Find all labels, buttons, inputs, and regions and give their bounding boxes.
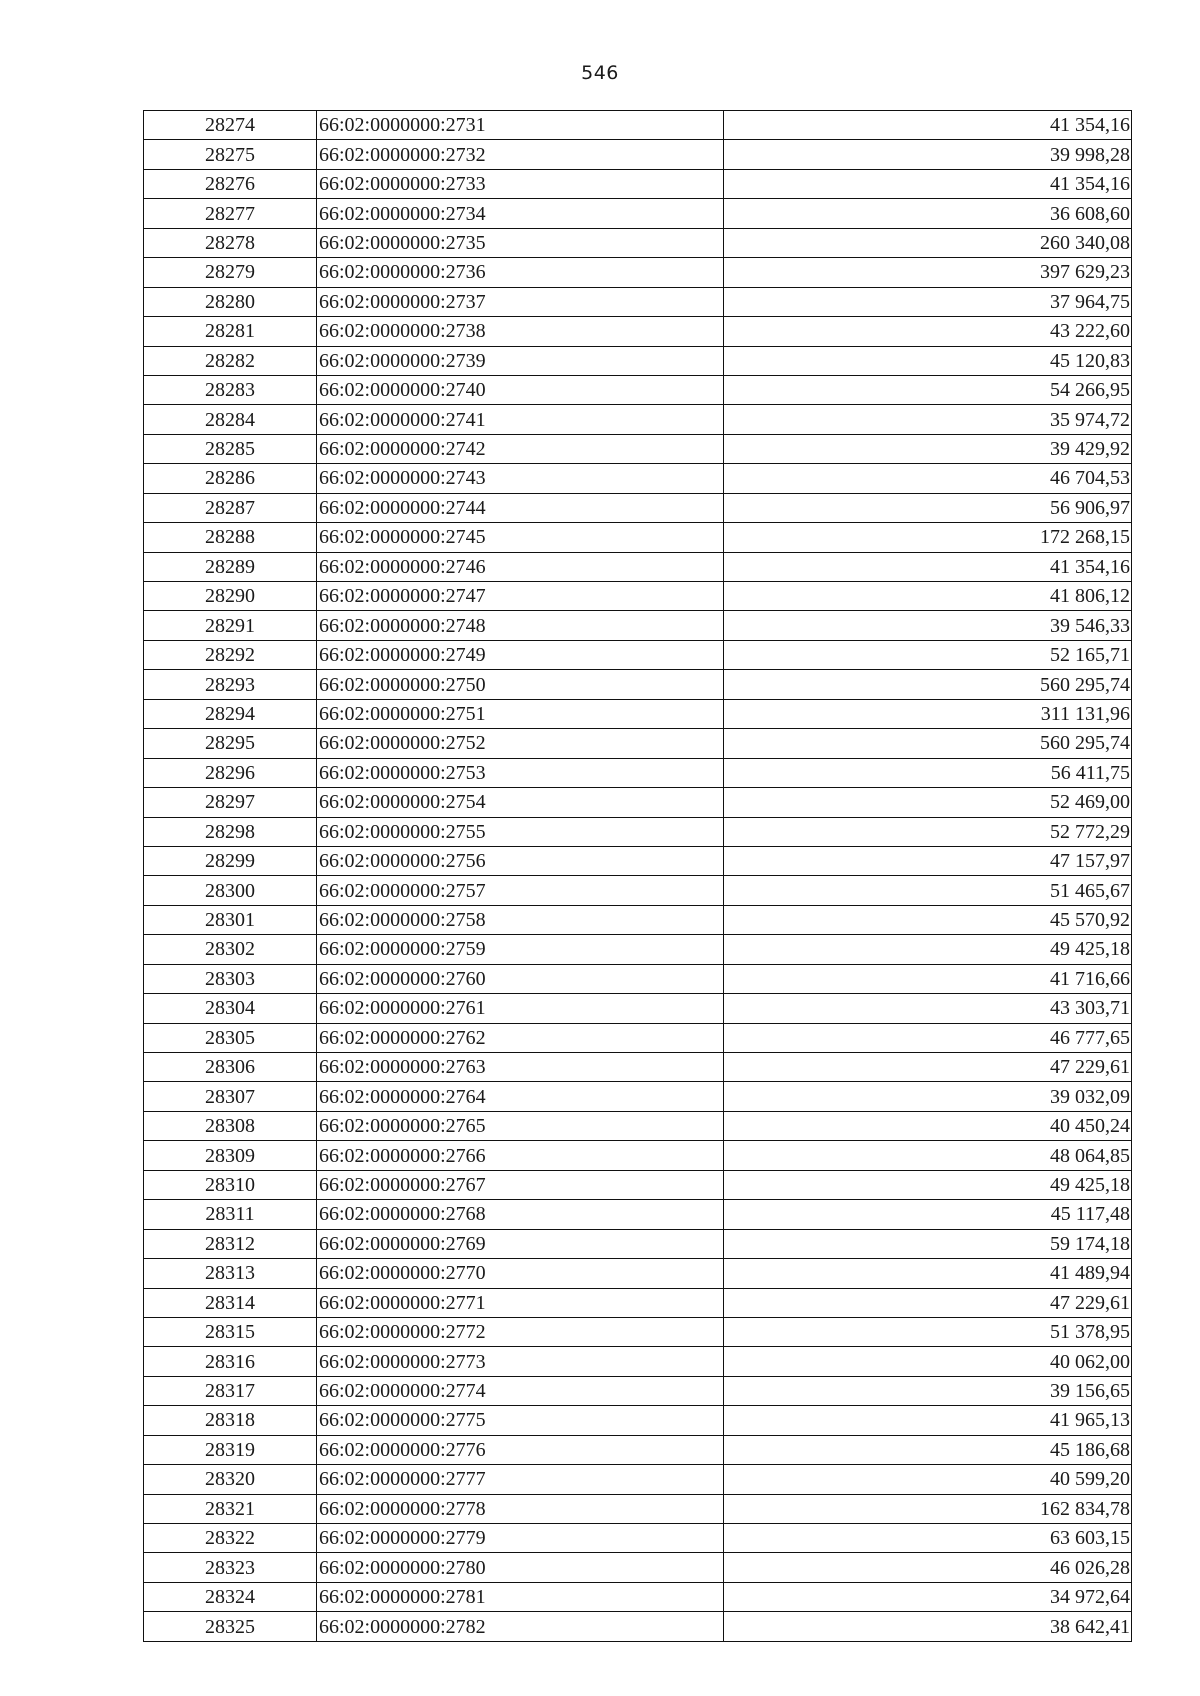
cadastral-value-cell: 41 354,16 [724, 169, 1132, 198]
row-number-cell: 28282 [144, 346, 317, 375]
table-row [144, 1406, 1132, 1435]
table-row [144, 994, 1132, 1023]
cadastral-number-cell: 66:02:0000000:2754 [317, 788, 724, 817]
row-number-cell: 28311 [144, 1200, 317, 1229]
row-number-cell: 28290 [144, 582, 317, 611]
row-number-cell: 28315 [144, 1317, 317, 1346]
table-row [144, 493, 1132, 522]
row-number-cell: 28283 [144, 375, 317, 404]
cadastral-number-cell: 66:02:0000000:2779 [317, 1524, 724, 1553]
row-number-cell: 28319 [144, 1435, 317, 1464]
cadastral-number-cell: 66:02:0000000:2760 [317, 964, 724, 993]
table-row [144, 1288, 1132, 1317]
cadastral-value-cell: 40 599,20 [724, 1465, 1132, 1494]
row-number-cell: 28302 [144, 935, 317, 964]
cadastral-number-cell: 66:02:0000000:2755 [317, 817, 724, 846]
cadastral-value-cell: 59 174,18 [724, 1229, 1132, 1258]
cadastral-value-cell: 311 131,96 [724, 699, 1132, 728]
table-row [144, 464, 1132, 493]
cadastral-number-cell: 66:02:0000000:2775 [317, 1406, 724, 1435]
cadastral-number-cell: 66:02:0000000:2743 [317, 464, 724, 493]
cadastral-value-cell: 51 465,67 [724, 876, 1132, 905]
table-row [144, 1229, 1132, 1258]
row-number-cell: 28285 [144, 434, 317, 463]
row-number-cell: 28276 [144, 169, 317, 198]
table-row [144, 1347, 1132, 1376]
cadastral-value-cell: 162 834,78 [724, 1494, 1132, 1523]
table-row [144, 1317, 1132, 1346]
row-number-cell: 28291 [144, 611, 317, 640]
row-number-cell: 28324 [144, 1582, 317, 1611]
row-number-cell: 28288 [144, 523, 317, 552]
table-row [144, 434, 1132, 463]
table-row [144, 964, 1132, 993]
cadastral-number-cell: 66:02:0000000:2777 [317, 1465, 724, 1494]
row-number-cell: 28279 [144, 258, 317, 287]
cadastral-value-cell: 397 629,23 [724, 258, 1132, 287]
cadastral-number-cell: 66:02:0000000:2767 [317, 1170, 724, 1199]
table-row [144, 405, 1132, 434]
cadastral-value-cell: 46 026,28 [724, 1553, 1132, 1582]
cadastral-value-cell: 46 777,65 [724, 1023, 1132, 1052]
row-number-cell: 28296 [144, 758, 317, 787]
cadastral-number-cell: 66:02:0000000:2774 [317, 1376, 724, 1405]
table-row [144, 846, 1132, 875]
cadastral-number-cell: 66:02:0000000:2781 [317, 1582, 724, 1611]
cadastral-number-cell: 66:02:0000000:2773 [317, 1347, 724, 1376]
cadastral-number-cell: 66:02:0000000:2782 [317, 1612, 724, 1641]
cadastral-value-cell: 39 032,09 [724, 1082, 1132, 1111]
cadastral-number-cell: 66:02:0000000:2741 [317, 405, 724, 434]
cadastral-number-cell: 66:02:0000000:2744 [317, 493, 724, 522]
cadastral-value-cell: 41 354,16 [724, 111, 1132, 140]
cadastral-value-cell: 37 964,75 [724, 287, 1132, 316]
cadastral-number-cell: 66:02:0000000:2732 [317, 140, 724, 169]
cadastral-value-cell: 43 222,60 [724, 317, 1132, 346]
cadastral-value-cell: 560 295,74 [724, 670, 1132, 699]
table-row [144, 523, 1132, 552]
table-row [144, 317, 1132, 346]
table-row [144, 375, 1132, 404]
cadastral-value-cell: 47 229,61 [724, 1053, 1132, 1082]
cadastral-value-cell: 45 186,68 [724, 1435, 1132, 1464]
cadastral-number-cell: 66:02:0000000:2757 [317, 876, 724, 905]
cadastral-number-cell: 66:02:0000000:2772 [317, 1317, 724, 1346]
cadastral-value-table [143, 110, 1132, 1642]
row-number-cell: 28314 [144, 1288, 317, 1317]
cadastral-number-cell: 66:02:0000000:2739 [317, 346, 724, 375]
row-number-cell: 28325 [144, 1612, 317, 1641]
cadastral-number-cell: 66:02:0000000:2733 [317, 169, 724, 198]
row-number-cell: 28320 [144, 1465, 317, 1494]
table-row [144, 1582, 1132, 1611]
table-row [144, 199, 1132, 228]
row-number-cell: 28298 [144, 817, 317, 846]
cadastral-value-cell: 51 378,95 [724, 1317, 1132, 1346]
cadastral-number-cell: 66:02:0000000:2750 [317, 670, 724, 699]
cadastral-value-cell: 45 117,48 [724, 1200, 1132, 1229]
row-number-cell: 28308 [144, 1111, 317, 1140]
cadastral-value-cell: 41 489,94 [724, 1259, 1132, 1288]
table-row [144, 1111, 1132, 1140]
table-row [144, 1082, 1132, 1111]
cadastral-value-cell: 56 906,97 [724, 493, 1132, 522]
cadastral-value-cell: 47 157,97 [724, 846, 1132, 875]
cadastral-number-cell: 66:02:0000000:2736 [317, 258, 724, 287]
cadastral-number-cell: 66:02:0000000:2734 [317, 199, 724, 228]
row-number-cell: 28294 [144, 699, 317, 728]
table-row [144, 258, 1132, 287]
row-number-cell: 28297 [144, 788, 317, 817]
cadastral-number-cell: 66:02:0000000:2753 [317, 758, 724, 787]
row-number-cell: 28307 [144, 1082, 317, 1111]
row-number-cell: 28313 [144, 1259, 317, 1288]
table-row [144, 228, 1132, 257]
cadastral-number-cell: 66:02:0000000:2762 [317, 1023, 724, 1052]
cadastral-number-cell: 66:02:0000000:2746 [317, 552, 724, 581]
cadastral-number-cell: 66:02:0000000:2756 [317, 846, 724, 875]
row-number-cell: 28277 [144, 199, 317, 228]
row-number-cell: 28280 [144, 287, 317, 316]
table-row [144, 611, 1132, 640]
cadastral-number-cell: 66:02:0000000:2751 [317, 699, 724, 728]
table-row [144, 670, 1132, 699]
cadastral-value-cell: 41 806,12 [724, 582, 1132, 611]
cadastral-number-cell: 66:02:0000000:2763 [317, 1053, 724, 1082]
row-number-cell: 28312 [144, 1229, 317, 1258]
cadastral-number-cell: 66:02:0000000:2765 [317, 1111, 724, 1140]
cadastral-value-cell: 63 603,15 [724, 1524, 1132, 1553]
row-number-cell: 28317 [144, 1376, 317, 1405]
cadastral-value-cell: 35 974,72 [724, 405, 1132, 434]
table-row [144, 788, 1132, 817]
table-row [144, 1494, 1132, 1523]
cadastral-number-cell: 66:02:0000000:2769 [317, 1229, 724, 1258]
cadastral-value-cell: 41 354,16 [724, 552, 1132, 581]
table-row [144, 169, 1132, 198]
cadastral-number-cell: 66:02:0000000:2752 [317, 729, 724, 758]
cadastral-value-cell: 560 295,74 [724, 729, 1132, 758]
cadastral-value-cell: 52 469,00 [724, 788, 1132, 817]
table-row [144, 1465, 1132, 1494]
cadastral-number-cell: 66:02:0000000:2764 [317, 1082, 724, 1111]
cadastral-number-cell: 66:02:0000000:2740 [317, 375, 724, 404]
row-number-cell: 28321 [144, 1494, 317, 1523]
table-row [144, 699, 1132, 728]
cadastral-number-cell: 66:02:0000000:2761 [317, 994, 724, 1023]
row-number-cell: 28322 [144, 1524, 317, 1553]
row-number-cell: 28306 [144, 1053, 317, 1082]
cadastral-value-cell: 39 998,28 [724, 140, 1132, 169]
cadastral-value-cell: 38 642,41 [724, 1612, 1132, 1641]
row-number-cell: 28293 [144, 670, 317, 699]
table-row [144, 1435, 1132, 1464]
cadastral-value-cell: 45 120,83 [724, 346, 1132, 375]
table-row [144, 1376, 1132, 1405]
table-row [144, 729, 1132, 758]
cadastral-number-cell: 66:02:0000000:2749 [317, 640, 724, 669]
row-number-cell: 28310 [144, 1170, 317, 1199]
cadastral-value-cell: 43 303,71 [724, 994, 1132, 1023]
cadastral-value-cell: 52 772,29 [724, 817, 1132, 846]
cadastral-number-cell: 66:02:0000000:2759 [317, 935, 724, 964]
row-number-cell: 28278 [144, 228, 317, 257]
table-row [144, 876, 1132, 905]
table-row [144, 1200, 1132, 1229]
cadastral-value-cell: 49 425,18 [724, 1170, 1132, 1199]
cadastral-value-cell: 56 411,75 [724, 758, 1132, 787]
row-number-cell: 28289 [144, 552, 317, 581]
cadastral-number-cell: 66:02:0000000:2735 [317, 228, 724, 257]
cadastral-number-cell: 66:02:0000000:2768 [317, 1200, 724, 1229]
row-number-cell: 28318 [144, 1406, 317, 1435]
table-row [144, 1259, 1132, 1288]
table-row [144, 287, 1132, 316]
cadastral-value-cell: 34 972,64 [724, 1582, 1132, 1611]
cadastral-number-cell: 66:02:0000000:2776 [317, 1435, 724, 1464]
cadastral-number-cell: 66:02:0000000:2766 [317, 1141, 724, 1170]
table-row [144, 1524, 1132, 1553]
table-row [144, 1053, 1132, 1082]
table-row [144, 1612, 1132, 1641]
cadastral-number-cell: 66:02:0000000:2747 [317, 582, 724, 611]
table-row [144, 140, 1132, 169]
table-row [144, 758, 1132, 787]
row-number-cell: 28309 [144, 1141, 317, 1170]
row-number-cell: 28295 [144, 729, 317, 758]
table-row [144, 582, 1132, 611]
cadastral-value-cell: 45 570,92 [724, 905, 1132, 934]
cadastral-value-cell: 39 156,65 [724, 1376, 1132, 1405]
row-number-cell: 28287 [144, 493, 317, 522]
cadastral-value-cell: 41 716,66 [724, 964, 1132, 993]
table-row [144, 1023, 1132, 1052]
row-number-cell: 28303 [144, 964, 317, 993]
cadastral-number-cell: 66:02:0000000:2770 [317, 1259, 724, 1288]
row-number-cell: 28286 [144, 464, 317, 493]
table-body [144, 111, 1132, 1642]
row-number-cell: 28301 [144, 905, 317, 934]
cadastral-number-cell: 66:02:0000000:2745 [317, 523, 724, 552]
row-number-cell: 28305 [144, 1023, 317, 1052]
table-row [144, 935, 1132, 964]
page-number: 546 [581, 62, 619, 84]
row-number-cell: 28274 [144, 111, 317, 140]
cadastral-number-cell: 66:02:0000000:2748 [317, 611, 724, 640]
table-row [144, 817, 1132, 846]
row-number-cell: 28316 [144, 1347, 317, 1376]
cadastral-value-cell: 47 229,61 [724, 1288, 1132, 1317]
row-number-cell: 28275 [144, 140, 317, 169]
cadastral-number-cell: 66:02:0000000:2738 [317, 317, 724, 346]
cadastral-number-cell: 66:02:0000000:2778 [317, 1494, 724, 1523]
table-row [144, 552, 1132, 581]
cadastral-value-cell: 40 450,24 [724, 1111, 1132, 1140]
cadastral-value-cell: 41 965,13 [724, 1406, 1132, 1435]
row-number-cell: 28299 [144, 846, 317, 875]
cadastral-number-cell: 66:02:0000000:2742 [317, 434, 724, 463]
cadastral-number-cell: 66:02:0000000:2771 [317, 1288, 724, 1317]
cadastral-value-cell: 39 546,33 [724, 611, 1132, 640]
cadastral-number-cell: 66:02:0000000:2737 [317, 287, 724, 316]
cadastral-value-cell: 54 266,95 [724, 375, 1132, 404]
cadastral-number-cell: 66:02:0000000:2780 [317, 1553, 724, 1582]
table-row [144, 905, 1132, 934]
cadastral-value-cell: 49 425,18 [724, 935, 1132, 964]
row-number-cell: 28300 [144, 876, 317, 905]
table-row [144, 1170, 1132, 1199]
cadastral-value-cell: 36 608,60 [724, 199, 1132, 228]
cadastral-value-cell: 40 062,00 [724, 1347, 1132, 1376]
cadastral-value-cell: 46 704,53 [724, 464, 1132, 493]
table-row [144, 640, 1132, 669]
table-row [144, 346, 1132, 375]
row-number-cell: 28284 [144, 405, 317, 434]
table-row [144, 1141, 1132, 1170]
row-number-cell: 28304 [144, 994, 317, 1023]
cadastral-value-cell: 260 340,08 [724, 228, 1132, 257]
cadastral-number-cell: 66:02:0000000:2758 [317, 905, 724, 934]
row-number-cell: 28323 [144, 1553, 317, 1582]
cadastral-value-cell: 172 268,15 [724, 523, 1132, 552]
cadastral-value-cell: 39 429,92 [724, 434, 1132, 463]
row-number-cell: 28292 [144, 640, 317, 669]
table-row [144, 1553, 1132, 1582]
table-row [144, 111, 1132, 140]
cadastral-number-cell: 66:02:0000000:2731 [317, 111, 724, 140]
cadastral-value-cell: 48 064,85 [724, 1141, 1132, 1170]
row-number-cell: 28281 [144, 317, 317, 346]
cadastral-value-cell: 52 165,71 [724, 640, 1132, 669]
